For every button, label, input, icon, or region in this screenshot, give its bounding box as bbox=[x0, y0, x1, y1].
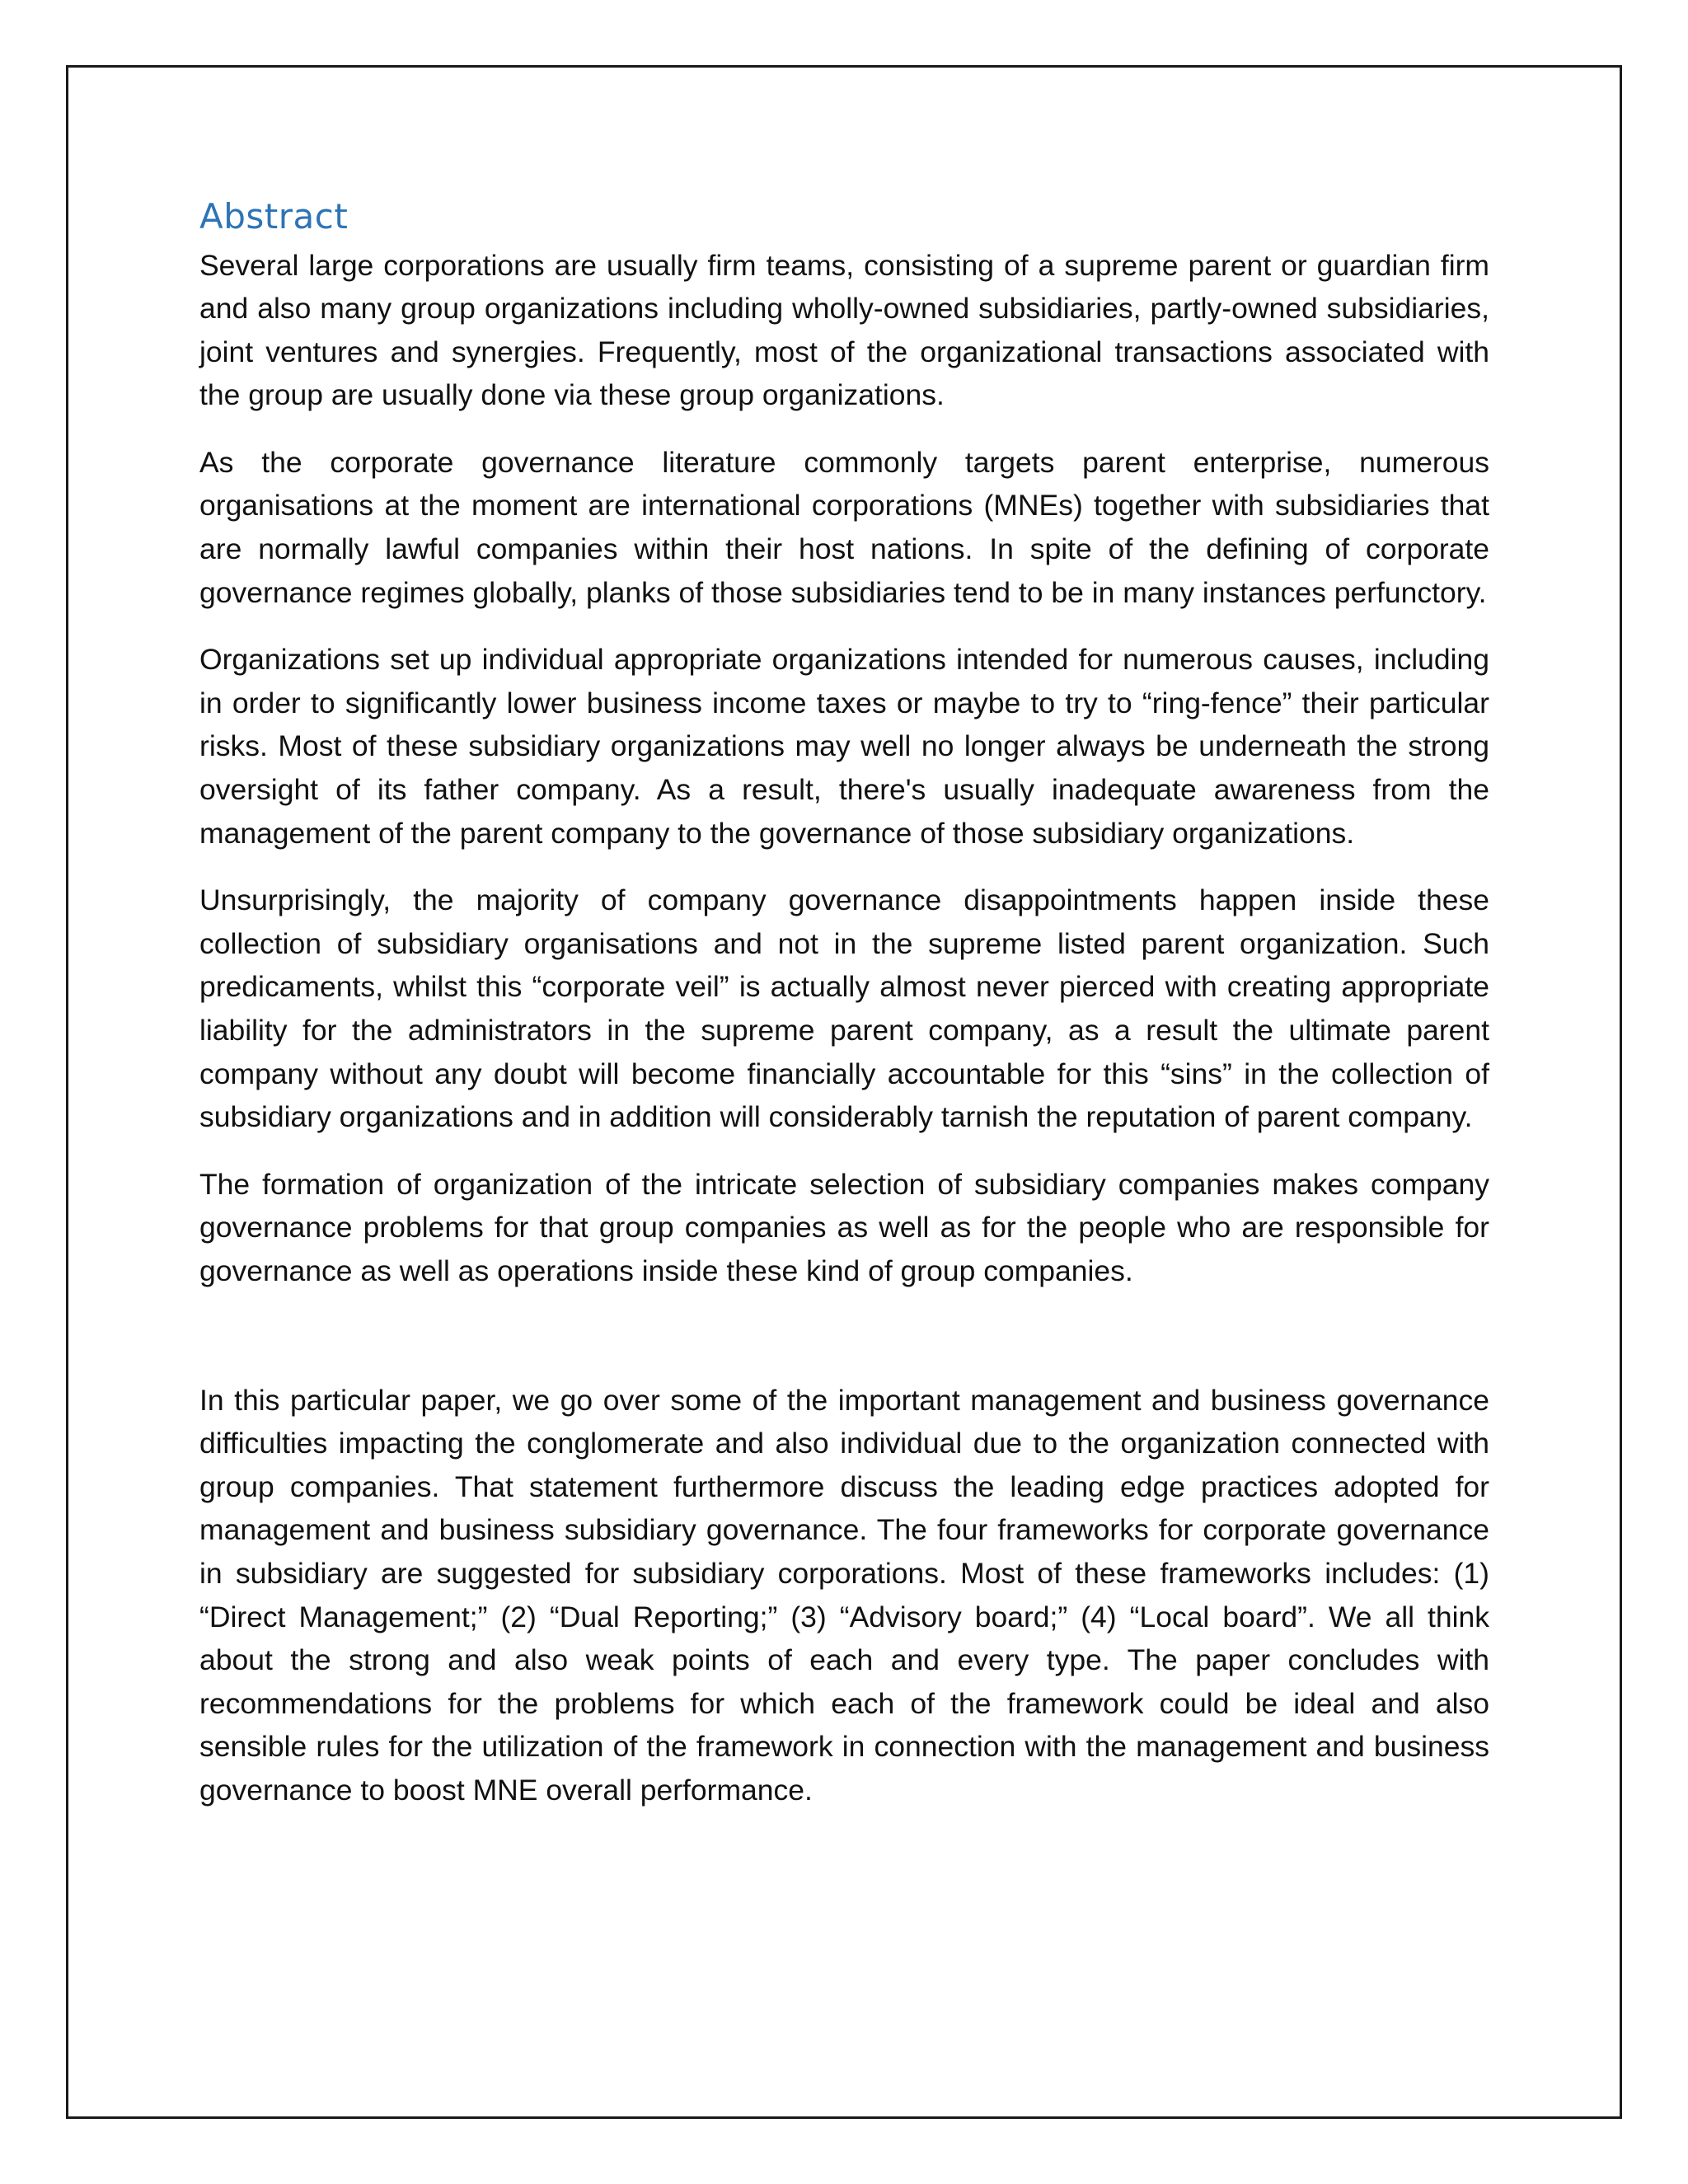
abstract-section bbox=[199, 195, 1489, 1836]
abstract-paragraph-1: Several large corporations are usually firm teams, consisting of a supreme parent or guardian firm and also many group organizations including wholly-owned subsidiaries, partly-owned subsidiaries, joint ventures and synergies. Frequently, most of the organizational transactions associated with the group are usually done via these group organizations. bbox=[199, 248, 1489, 412]
abstract-paragraph-5: The formation of organization of the intricate selection of subsidiary companies makes company governance problems for that group companies as well as for the people who are responsible for governance as well as operations inside these kind of group companies. bbox=[199, 1167, 1489, 1287]
abstract-paragraph-6: In this particular paper, we go over some of the important management and business governance difficulties impacting the conglomerate and also individual due to the organization connected with group companies. That statement furthermore discuss the leading edge practices adopted for management and business subsidiary governance. The four frameworks for corporate governance in subsidiary are suggested for subsidiary corporations. Most of these frameworks includes: (1) “Direct Management;” (2) “Dual Reporting;” (3) “Advisory board;” (4) “Local board”. We all think about the strong and also weak points of each and every type. The paper concludes with recommendations for the problems for which each of the framework could be ideal and also sensible rules for the utilization of the framework in connection with the management and business governance to boost MNE overall performance. bbox=[199, 1383, 1489, 1807]
abstract-paragraph-3: Organizations set up individual appropriate organizations intended for numerous causes, including in order to significantly lower business income taxes or maybe to try to “ring-fence” their particular risks. Most of these subsidiary organizations may well no longer always be underneath the strong oversight of its father company. As a result, there's usually inadequate awareness from the management of the parent company to the governance of those subsidiary organizations. bbox=[199, 643, 1489, 850]
abstract-heading: Abstract bbox=[199, 196, 349, 237]
abstract-paragraph-4: Unsurprisingly, the majority of company governance disappointments happen inside these collection of subsidiary organisations and not in the supreme listed parent organization. Such predicaments, whilst this “corporate veil” is actually almost never pierced with creating appropriate liability for the administrators in the supreme parent company, as a result the ultimate parent company without any doubt will become financially accountable for this “sins” in the collection of subsidiary organizations and in addition will considerably tarnish the reputation of parent company. bbox=[199, 883, 1489, 1134]
abstract-paragraph-2: As the corporate governance literature commonly targets parent enterprise, numerous organisations at the moment are international corporations (MNEs) together with subsidiaries that are normally lawful companies within their host nations. In spite of the defining of corporate governance regimes globally, planks of those subsidiaries tend to be in many instances perfunctory. bbox=[199, 445, 1489, 609]
